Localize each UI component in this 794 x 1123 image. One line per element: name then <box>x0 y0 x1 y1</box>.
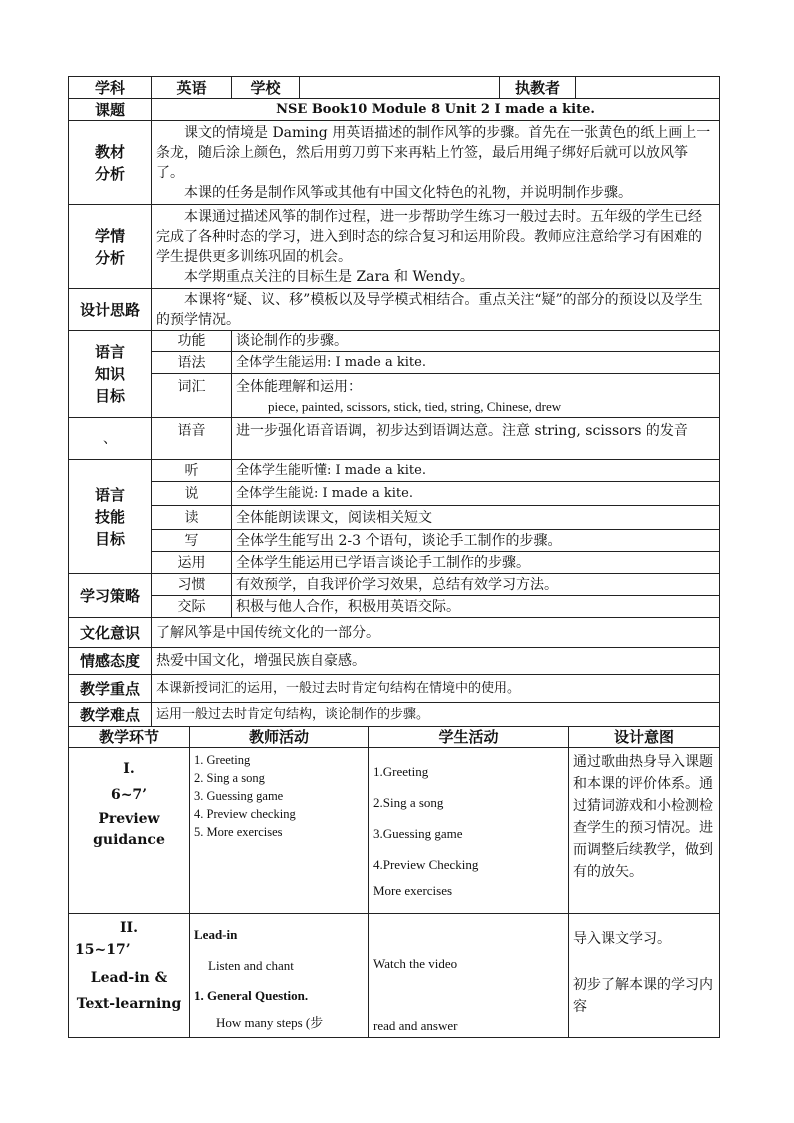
material-paragraph-2: 本课的任务是制作风筝或其他有中国文化特色的礼物，并说明制作步骤。 <box>184 184 632 201</box>
topic-label: 课题 <box>69 99 152 121</box>
lesson-plan-table <box>68 76 720 727</box>
stage-2-leadin-heading: Lead-in <box>194 927 238 942</box>
teacher-value <box>576 77 720 99</box>
knowledge-text-function: 谈论制作的步骤。 <box>232 331 720 352</box>
skill-label: 语言 技能 目标 <box>69 460 152 574</box>
skill-row-read <box>69 506 720 530</box>
material-label: 教材 分析 <box>69 121 152 205</box>
knowledge-text-grammar: 全体学生能运用: I made a kite. <box>232 352 720 374</box>
process-col-teacher: 教师活动 <box>190 727 369 748</box>
emotion-text: 热爱中国文化，增强民族自豪感。 <box>152 648 720 675</box>
learner-paragraph-1: 本课通过描述风筝的制作过程，进一步帮助学生练习一般过去时。五年级的学生已经完成了各种时态的学习，进入到时态的综合复习和运用阶段。教师应注意给学习有困难的学生提供更多训练巩固的机会。 <box>156 208 702 265</box>
skill-sub-use: 运用 <box>152 552 232 574</box>
process-col-stage: 教学环节 <box>69 727 190 748</box>
vocab-word-list: piece, painted, scissors, stick, tied, string, Chinese, drew <box>268 399 562 414</box>
strategy-sub-communication: 交际 <box>152 596 232 618</box>
skill-row-write <box>69 530 720 552</box>
stage-2-student-item: read and answer <box>373 1018 458 1033</box>
phonetics-mark: 、 <box>69 418 152 460</box>
difficulty-text: 运用一般过去时肯定句结构，谈论制作的步骤。 <box>152 703 720 727</box>
learner-label: 学情 分析 <box>69 205 152 289</box>
school-label: 学校 <box>232 77 300 99</box>
design-row <box>69 289 720 331</box>
subject-label: 学科 <box>69 77 152 99</box>
strategy-text-communication: 积极与他人合作，积极用英语交际。 <box>232 596 720 618</box>
knowledge-label: 语言 知识 目标 <box>69 331 152 418</box>
knowledge-sub-grammar: 语法 <box>152 352 232 374</box>
learner-paragraph-2: 本学期重点关注的目标生是 Zara 和 Wendy。 <box>184 268 474 285</box>
learner-row <box>69 205 720 289</box>
stage-2-teacher <box>190 914 369 1038</box>
phonetics-sub: 语音 <box>152 418 232 460</box>
skill-text-speak: 全体学生能说: I made a kite. <box>232 482 720 506</box>
topic-value: NSE Book10 Module 8 Unit 2 I made a kite. <box>152 99 720 121</box>
skill-row-use <box>69 552 720 574</box>
stage-2-intent: 导入课文学习。 初步了解本课的学习内容 <box>569 914 720 1038</box>
knowledge-row-vocab <box>69 374 720 418</box>
skill-text-listen: 全体学生能听懂: I made a kite. <box>232 460 720 482</box>
knowledge-sub-function: 功能 <box>152 331 232 352</box>
phonetics-row <box>69 418 720 460</box>
strategy-text-habit: 有效预学，自我评价学习效果，总结有效学习方法。 <box>232 574 720 596</box>
difficulty-row <box>69 703 720 727</box>
process-col-student: 学生活动 <box>369 727 569 748</box>
key-point-text: 本课新授词汇的运用，一般过去时肯定句结构在情境中的使用。 <box>152 675 720 703</box>
material-paragraph-1: 课文的情境是 Daming 用英语描述的制作风筝的步骤。首先在一张黄色的纸上画上一条龙，随后涂上颜色，然后用剪刀剪下来再粘上竹签，最后用绳子绑好后就可以放风筝了。 <box>156 124 711 181</box>
phonetics-text: 进一步强化语音语调，初步达到语调达意。注意 string, scissors 的发音 <box>232 418 720 460</box>
process-header-row <box>69 727 720 748</box>
difficulty-label: 教学难点 <box>69 703 152 727</box>
emotion-label: 情感态度 <box>69 648 152 675</box>
stage-1-teacher-item: 5. More exercises <box>194 825 283 839</box>
stage-1-teacher-item: 1. Greeting <box>194 753 251 767</box>
stage-1-teacher-item: 2. Sing a song <box>194 771 265 785</box>
culture-row <box>69 618 720 648</box>
process-table <box>68 726 720 1038</box>
process-col-intent: 设计意图 <box>569 727 720 748</box>
stage-2-student-item: Watch the video <box>373 956 458 971</box>
knowledge-sub-vocab: 词汇 <box>152 374 232 418</box>
stage-2-question-heading: 1. General Question. <box>194 988 309 1003</box>
stage-1-student-item: 2.Sing a song <box>373 795 444 810</box>
skill-row-listen <box>69 460 720 482</box>
knowledge-row-function <box>69 331 720 352</box>
subject-value: 英语 <box>152 77 232 99</box>
stage-1-student-item: 4.Preview Checking <box>373 857 479 872</box>
topic-row <box>69 99 720 121</box>
culture-label: 文化意识 <box>69 618 152 648</box>
culture-text: 了解风筝是中国传统文化的一部分。 <box>152 618 720 648</box>
design-text: 本课将“疑、议、移”模板以及导学模式相结合。重点关注“疑”的部分的预设以及学生的预学情况。 <box>152 289 720 331</box>
skill-text-read: 全体能朗读课文，阅读相关短文 <box>232 506 720 530</box>
stage-2-row <box>69 914 720 1038</box>
lesson-plan-page <box>68 76 719 1038</box>
school-value <box>300 77 500 99</box>
stage-1-intent: 通过歌曲热身导入课题和本课的评价体系。通过猜词游戏和小检测检查学生的预习情况。进而调整后续教学，做到有的放矢。 <box>569 748 720 914</box>
key-point-label: 教学重点 <box>69 675 152 703</box>
learner-text <box>152 205 720 289</box>
stage-2-name: II. 15~17’ Lead-in & Text-learning <box>69 914 190 1038</box>
stage-1-teacher <box>190 748 369 914</box>
skill-text-write: 全体学生能写出 2-3 个语句，谈论手工制作的步骤。 <box>232 530 720 552</box>
teacher-label: 执教者 <box>500 77 576 99</box>
emotion-row <box>69 648 720 675</box>
stage-1-student-item: 3.Guessing game <box>373 826 463 841</box>
strategy-row-communication <box>69 596 720 618</box>
skill-text-use: 全体学生能运用已学语言谈论手工制作的步骤。 <box>232 552 720 574</box>
skill-sub-read: 读 <box>152 506 232 530</box>
stage-1-teacher-item: 3. Guessing game <box>194 789 284 803</box>
skill-sub-write: 写 <box>152 530 232 552</box>
stage-1-row <box>69 748 720 914</box>
strategy-sub-habit: 习惯 <box>152 574 232 596</box>
header-row <box>69 77 720 99</box>
strategy-row-habit <box>69 574 720 596</box>
material-text <box>152 121 720 205</box>
knowledge-row-grammar <box>69 352 720 374</box>
material-row <box>69 121 720 205</box>
stage-2-student <box>369 914 569 1038</box>
stage-2-question-text: How many steps (步 <box>216 1015 324 1030</box>
strategy-label: 学习策略 <box>69 574 152 618</box>
stage-1-teacher-item: 4. Preview checking <box>194 807 296 821</box>
stage-1-student-item: More exercises <box>373 883 453 898</box>
design-label: 设计思路 <box>69 289 152 331</box>
stage-1-student-item: 1.Greeting <box>373 764 429 779</box>
skill-row-speak <box>69 482 720 506</box>
stage-2-leadin-activity: Listen and chant <box>208 958 294 973</box>
skill-sub-listen: 听 <box>152 460 232 482</box>
key-point-row <box>69 675 720 703</box>
stage-1-name: I. 6~7’ Preview guidance <box>69 748 190 914</box>
knowledge-text-vocab: 全体能理解和运用： piece, painted, scissors, stick, tied, string, Chinese, drew <box>232 374 720 418</box>
stage-1-student <box>369 748 569 914</box>
skill-sub-speak: 说 <box>152 482 232 506</box>
